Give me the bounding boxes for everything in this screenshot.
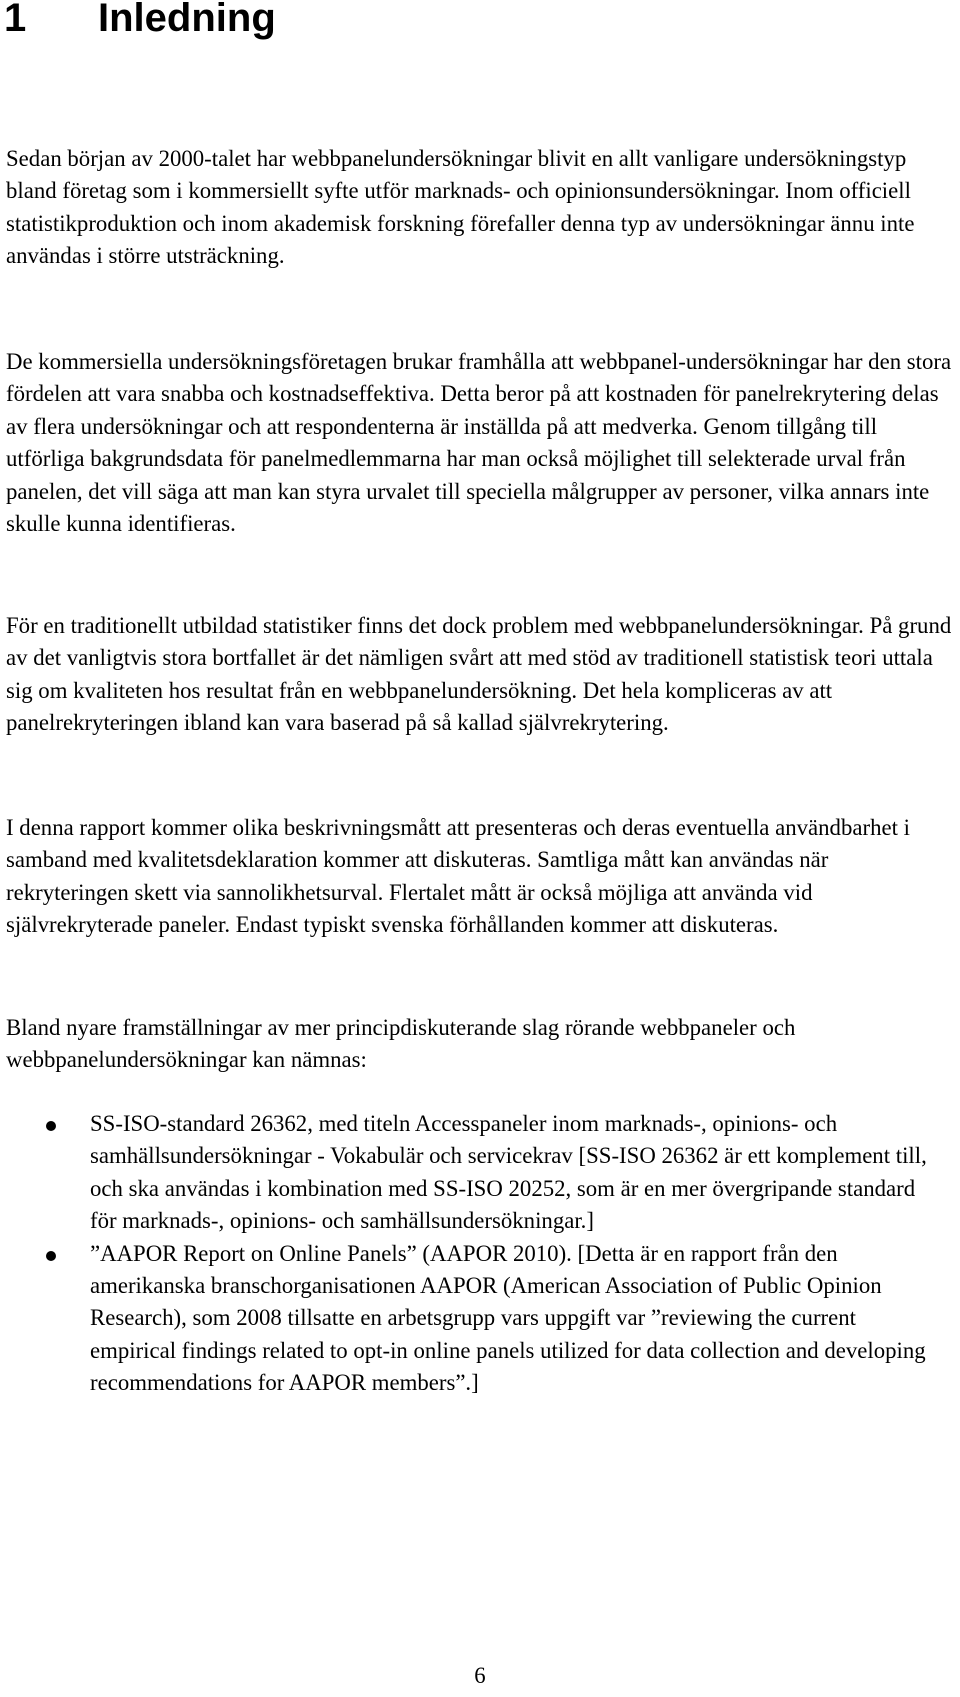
chapter-number: 1 [4, 0, 27, 40]
page-number: 6 [474, 1663, 486, 1688]
list-item [0, 1108, 930, 1238]
paragraph-commercial: De kommersiella undersökningsföretagen brukar framhålla att webbpanel-undersökningar har den stora fördelen att vara snabba och kostnadseffektiva. Detta beror på att kostnaden för panelrekrytering delas av flera undersökningar och att respondenterna är inställda på att medverka. Genom tillgång till utförliga bakgrundsdata för panelmedlemmarna har man också möjlighet till selekterade urval från panelen, det vill säga att man kan styra urvalet till speciella målgrupper av personer, vilka annars inte skulle kunna identifieras. [6, 349, 952, 537]
chapter-heading [4, 0, 276, 42]
bullet-icon [46, 1251, 56, 1261]
paragraph-report-scope: I denna rapport kommer olika beskrivningsmått att presenteras och deras eventuella användbarhet i samband med kvalitetsdeklaration kommer att diskuteras. Samtliga mått kan användas när rekryteringen skett via sannolikhetsurval. Flertalet mått är också möjliga att använda vid självrekryterade paneler. Endast typiskt svenska förhållanden kommer att diskuteras. [6, 815, 910, 938]
list-item-text: ”AAPOR Report on Online Panels” (AAPOR 2010). [Detta är en rapport från den amerikanska branschorganisationen AAPOR (American Association of Public Opinion Research), som 2008 tillsatte en arbetsgrupp vars uppgift var ”reviewing the current empirical findings related to opt-in online panels utilized for data collection and developing recommendations for AAPOR members”.] [90, 1240, 926, 1396]
paragraph-intro: Sedan början av 2000-talet har webbpanelundersökningar blivit en allt vanligare undersökningstyp bland företag som i kommersiellt syfte utför marknads- och opinionsundersökningar. Inom officiell statistikproduktion och inom akademisk forskning förefaller denna typ av undersökningar ännu inte användas i större utsträckning. [6, 146, 915, 269]
bullet-icon [46, 1121, 56, 1131]
paragraph-references-intro: Bland nyare framställningar av mer principdiskuterande slag rörande webbpaneler och webbpanelundersökningar kan nämnas: [6, 1015, 796, 1073]
list-item-text: SS-ISO-standard 26362, med titeln Accesspaneler inom marknads-, opinions- och samhällsundersökningar - Vokabulär och servicekrav [SS-ISO 26362 är ett komplement till, och ska användas i kombination med SS-ISO 20252, som är en mer övergripande standard för marknads-, opinions- och samhällsundersökningar.] [90, 1111, 927, 1234]
paragraph-statistician: För en traditionellt utbildad statistiker finns det dock problem med webbpanelundersökningar. På grund av det vanligtvis stora bortfallet är det nämligen svårt att med stöd av traditionell statistisk teori uttala sig om kvaliteten hos resultat från en webbpanelundersökning. Det hela kompliceras av att panelrekryteringen ibland kan vara baserad på så kallad självrekrytering. [6, 613, 952, 736]
reference-list [0, 1108, 960, 1400]
list-item [0, 1238, 930, 1400]
chapter-title: Inledning [98, 0, 276, 40]
